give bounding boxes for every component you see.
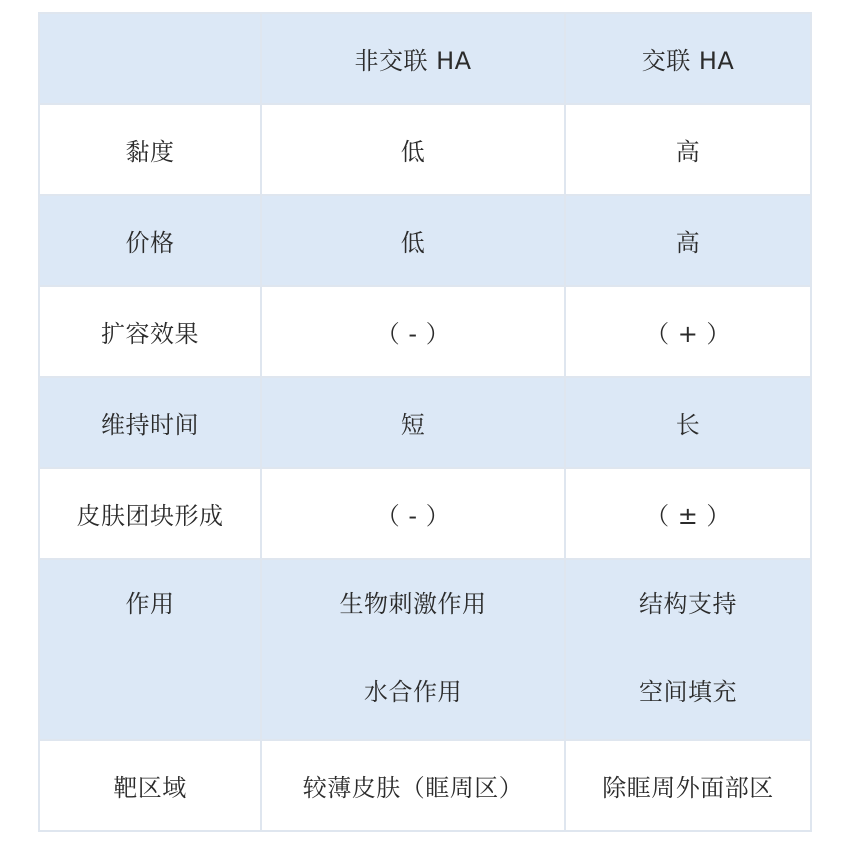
row-label-lump-formation: 皮肤团块形成 xyxy=(39,468,261,559)
header-empty-cell xyxy=(39,13,261,104)
function-non-crosslinked-line-1: 生物刺激作用 xyxy=(339,590,487,618)
table-row-target-area xyxy=(39,740,811,831)
cell-viscosity-non-crosslinked: 低 xyxy=(261,104,565,195)
cell-price-crosslinked: 高 xyxy=(565,195,811,286)
cell-volumizing-non-crosslinked: （ - ） xyxy=(261,286,565,377)
table-row-viscosity xyxy=(39,104,811,195)
cell-viscosity-crosslinked: 高 xyxy=(565,104,811,195)
function-non-crosslinked-line-2: 水合作用 xyxy=(364,677,462,706)
cell-duration-non-crosslinked: 短 xyxy=(261,377,565,468)
cell-volumizing-crosslinked: （ + ） xyxy=(565,286,811,377)
cell-duration-crosslinked: 长 xyxy=(565,377,811,468)
cell-target-crosslinked: 除眶周外面部区 xyxy=(565,740,811,831)
cell-function-non-crosslinked xyxy=(261,559,565,740)
cell-lump-crosslinked: （ ± ） xyxy=(565,468,811,559)
table-row-price xyxy=(39,195,811,286)
row-label-function xyxy=(39,559,261,740)
table-header-row xyxy=(39,13,811,104)
function-crosslinked-line-2: 空间填充 xyxy=(639,677,737,706)
cell-function-crosslinked xyxy=(565,559,811,740)
row-label-volumizing-effect: 扩容效果 xyxy=(39,286,261,377)
function-crosslinked-line-1: 结构支持 xyxy=(639,590,737,618)
row-label-price: 价格 xyxy=(39,195,261,286)
header-non-crosslinked-ha: 非交联 HA xyxy=(261,13,565,104)
header-crosslinked-ha: 交联 HA xyxy=(565,13,811,104)
function-label-text: 作用 xyxy=(125,590,175,618)
cell-target-non-crosslinked: 较薄皮肤（眶周区） xyxy=(261,740,565,831)
table-row-function xyxy=(39,559,811,740)
table-row-volumizing-effect xyxy=(39,286,811,377)
cell-lump-non-crosslinked: （ - ） xyxy=(261,468,565,559)
table-row-lump-formation xyxy=(39,468,811,559)
cell-price-non-crosslinked: 低 xyxy=(261,195,565,286)
table-row-duration xyxy=(39,377,811,468)
row-label-viscosity: 黏度 xyxy=(39,104,261,195)
row-label-duration: 维持时间 xyxy=(39,377,261,468)
comparison-table-container xyxy=(38,12,810,830)
ha-comparison-table xyxy=(38,12,812,832)
row-label-target-area: 靶区域 xyxy=(39,740,261,831)
